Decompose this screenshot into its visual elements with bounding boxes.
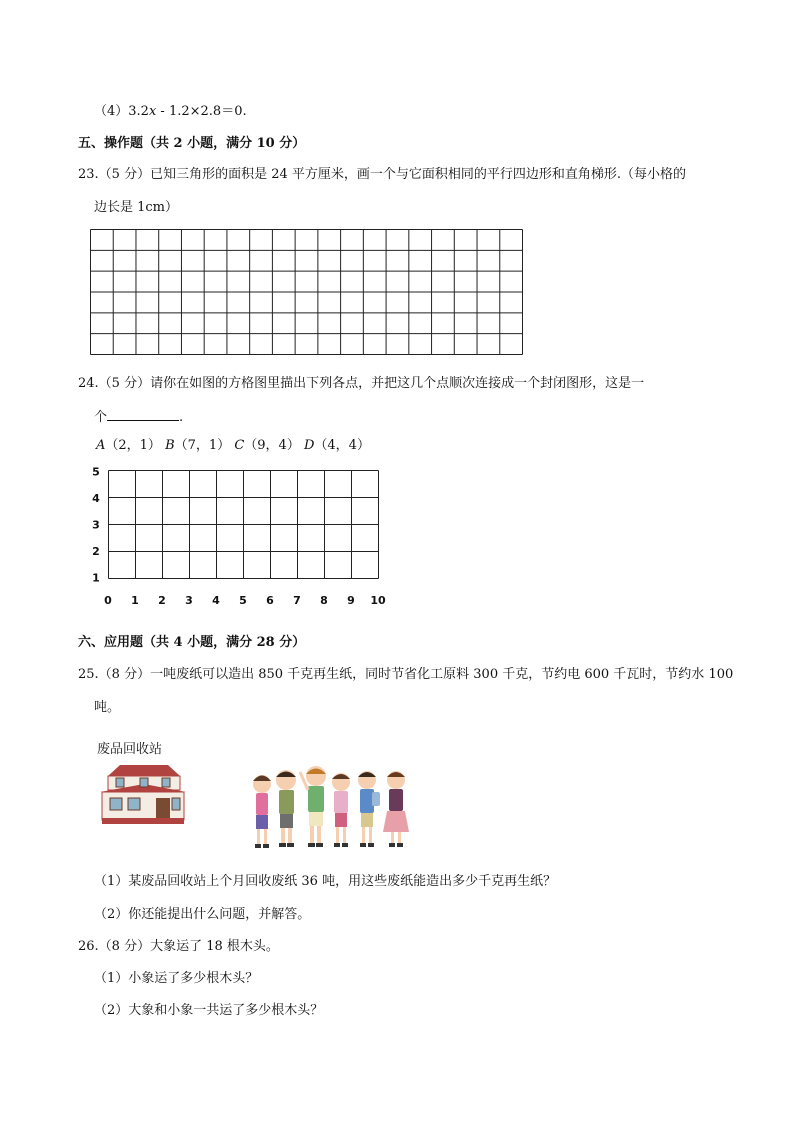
point-d-name: D — [303, 438, 315, 453]
q24-x-tick-label: 8 — [320, 594, 328, 607]
q24-x-tick-label: 3 — [185, 594, 193, 607]
q24-line2-suffix: . — [179, 410, 184, 425]
q24-y-tick-label: 1 — [92, 571, 100, 585]
point-c-coords: （9，4） — [244, 438, 300, 453]
point-c-name: C — [234, 438, 245, 453]
q24-x-tick-label: 0 — [104, 594, 112, 607]
q24-x-tick-label: 7 — [293, 594, 301, 607]
q23-square-grid[interactable] — [90, 229, 524, 355]
q24-x-tick-label: 6 — [266, 594, 274, 607]
q24-x-tick-label: 2 — [158, 594, 166, 607]
q26-sub1: （1）小象运了多少根木头？ — [94, 971, 259, 986]
section-6-heading: 六、应用题（共 4 小题，满分 28 分） — [78, 635, 306, 650]
q24-coordinate-grid[interactable] — [88, 464, 388, 624]
point-a-name: A — [96, 438, 106, 453]
q26-sub2: （2）大象和小象一共运了多少根木头？ — [94, 1003, 324, 1018]
q24-y-tick-label: 5 — [92, 465, 100, 479]
point-d-coords: （4，4） — [314, 438, 370, 453]
q25-sub1: （1）某废品回收站上个月回收废纸 36 吨，用这些废纸能造出多少千克再生纸？ — [94, 874, 557, 889]
q25-line2: 吨。 — [94, 700, 121, 715]
q24-answer-blank[interactable] — [107, 407, 179, 421]
q24-x-tick-label: 5 — [239, 594, 247, 607]
q24-x-tick-label: 4 — [212, 594, 220, 607]
q24-x-tick-label: 9 — [347, 594, 355, 607]
q22-part4 — [94, 103, 247, 121]
q22-variable: x — [148, 104, 157, 119]
section-5-heading: 五、操作题（共 2 小题，满分 10 分） — [78, 136, 306, 151]
q26-line1: 26.（8 分）大象运了 18 根木头。 — [78, 939, 279, 954]
recycling-station-label: 废品回收站 — [97, 742, 163, 757]
q24-y-tick-label: 2 — [92, 545, 100, 559]
point-b-coords: （7，1） — [174, 438, 231, 453]
point-b-name: B — [165, 438, 175, 453]
q22-suffix: ‑ 1.2×2.8＝0. — [156, 104, 247, 119]
q23-line2: 边长是 1cm） — [94, 200, 179, 215]
q24-line1: 24.（5 分）请你在如图的方格图里描出下列各点，并把这几个点顺次连接成一个封闭图形，这是一 — [78, 376, 645, 391]
q24-y-tick-label: 4 — [92, 492, 100, 506]
q25-sub2: （2）你还能提出什么问题，并解答。 — [94, 907, 311, 922]
q24-line2-prefix: 个 — [94, 410, 108, 425]
q25-line1: 25.（8 分）一吨废纸可以造出 850 千克再生纸，同时节省化工原料 300 千克，节约电 600 千瓦时，节约水 100 — [78, 667, 734, 682]
q24-y-tick-label: 3 — [92, 518, 100, 532]
q24-points — [96, 437, 370, 455]
point-a-coords: （2，1） — [105, 438, 161, 453]
q23-line1: 23.（5 分）已知三角形的面积是 24 平方厘米，画一个与它面积相同的平行四边形和直角梯形.（每小格的 — [78, 167, 687, 182]
q24-x-tick-label: 10 — [370, 594, 386, 607]
q22-prefix: （4）3.2 — [94, 104, 149, 119]
recycling-station-house-illustration — [98, 762, 188, 826]
q24-line2 — [94, 407, 183, 427]
q24-x-tick-label: 1 — [131, 594, 139, 607]
children-group-illustration — [246, 766, 416, 856]
